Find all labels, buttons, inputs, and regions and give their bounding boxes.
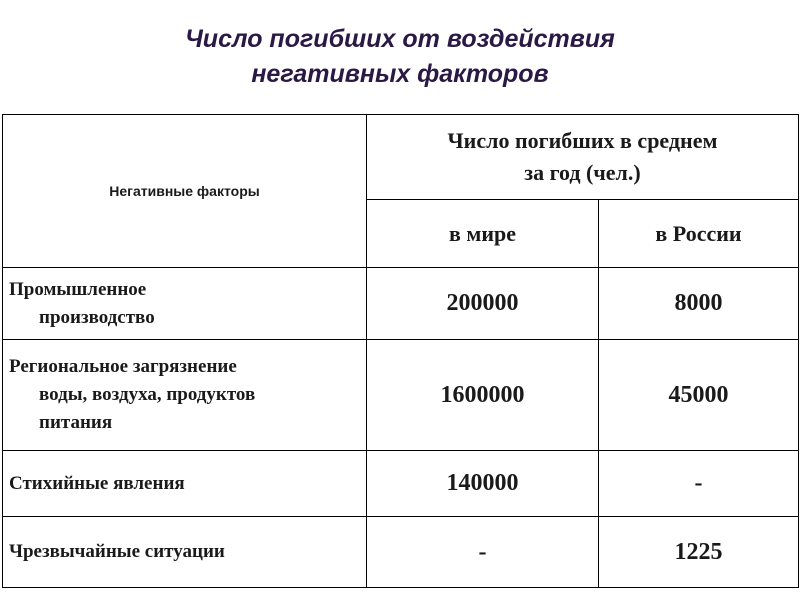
- table-row: [3, 517, 799, 588]
- russia-value-cell: 45000: [599, 340, 799, 451]
- table-row: [3, 268, 799, 340]
- world-value-cell: 140000: [367, 451, 599, 517]
- russia-value-cell: -: [599, 451, 799, 517]
- factor-cell: Стихийные явления: [3, 451, 367, 517]
- world-value-cell: -: [367, 517, 599, 588]
- table-row: [3, 451, 799, 517]
- page-title: [0, 22, 800, 92]
- factor-cell: Чрезвычайные ситуации: [3, 517, 367, 588]
- table-row: [3, 340, 799, 451]
- russia-column-header: в России: [599, 200, 799, 268]
- deaths-group-header: [367, 115, 799, 200]
- world-value-cell: 200000: [367, 268, 599, 340]
- russia-value-cell: 1225: [599, 517, 799, 588]
- factor-column-header: Негативные факторы: [3, 115, 367, 268]
- deaths-group-header-line-2: за год (чел.): [524, 160, 641, 185]
- casualties-table: [2, 114, 799, 588]
- factor-cell: Промышленное производство: [3, 268, 367, 340]
- factor-cell: Региональное загрязнение воды, воздуха, продуктов питания: [3, 340, 367, 451]
- russia-value-cell: 8000: [599, 268, 799, 340]
- page-title-line-2: негативных факторов: [251, 60, 549, 88]
- deaths-group-header-line-1: Число погибших в среднем: [447, 128, 718, 153]
- page-title-line-1: Число погибших от воздействия: [185, 25, 615, 53]
- world-value-cell: 1600000: [367, 340, 599, 451]
- world-column-header: в мире: [367, 200, 599, 268]
